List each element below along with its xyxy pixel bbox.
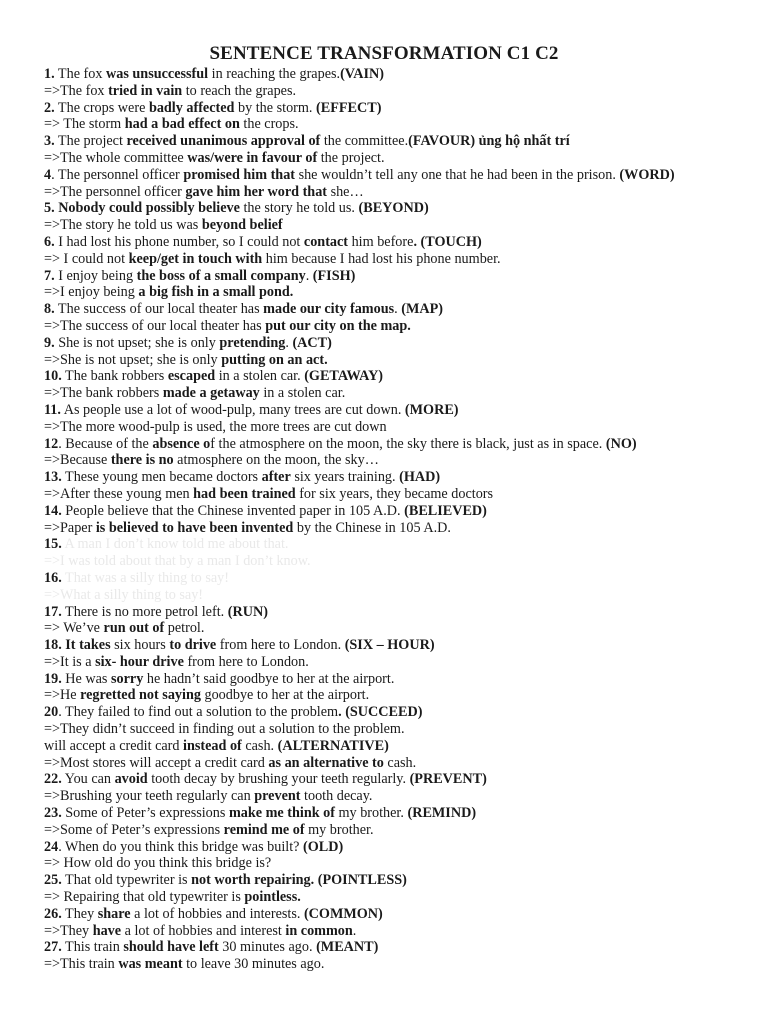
line-text: => We’ve xyxy=(44,620,104,637)
line-text: . When do you think this bridge was built? xyxy=(58,838,304,855)
line-text: my brother. xyxy=(334,805,408,822)
bold-text: instead of xyxy=(183,737,242,754)
line-text: =>He xyxy=(44,687,81,704)
exercise-line xyxy=(44,335,748,352)
answer-line xyxy=(44,116,748,133)
answer-line xyxy=(44,755,748,772)
line-text: =>Paper xyxy=(44,519,96,536)
line-text: The success of our local theater has xyxy=(54,301,264,318)
item-number: 27. xyxy=(44,939,62,956)
line-text: petrol. xyxy=(164,620,205,637)
line-text: to leave 30 minutes ago. xyxy=(182,956,325,973)
exercise-line xyxy=(44,100,748,117)
line-text: he hadn’t said goodbye to her at the airport. xyxy=(143,670,395,687)
line-text: She is not upset; she is only xyxy=(54,334,220,351)
bold-text: not worth repairing. (POINTLESS) xyxy=(191,872,407,889)
line-text: my brother. xyxy=(304,821,374,838)
bold-text: in common xyxy=(285,922,353,939)
line-text: That old typewriter is xyxy=(61,872,192,889)
exercise-line xyxy=(44,839,748,856)
bold-text: have xyxy=(92,922,122,939)
exercise-line xyxy=(44,704,748,721)
bold-text: was/were in favour of xyxy=(187,149,318,166)
bold-text: (MEANT) xyxy=(316,939,379,956)
exercise-line xyxy=(44,234,748,251)
bold-text: (BEYOND) xyxy=(358,200,429,217)
line-text: =>I enjoy being xyxy=(44,284,139,301)
answer-line xyxy=(44,721,748,738)
line-text: . They failed to find out a solution to the problem xyxy=(58,704,339,721)
item-number: 5. xyxy=(44,200,55,217)
line-text: tooth decay. xyxy=(300,788,373,805)
answer-line xyxy=(44,385,748,402)
exercise-line xyxy=(44,637,748,654)
bold-text: as an alternative to xyxy=(268,754,384,771)
exercise-line xyxy=(44,671,748,688)
bold-text: beyond belief xyxy=(201,217,283,234)
line-text: =>Most stores will accept a credit card xyxy=(44,754,269,771)
line-text: =>The fox xyxy=(44,82,109,99)
exercise-list xyxy=(0,66,768,973)
exercise-line xyxy=(44,436,748,453)
bold-text: (NO) xyxy=(605,435,637,452)
bold-text: run out of xyxy=(103,620,165,637)
answer-line xyxy=(44,687,748,704)
item-number: 12 xyxy=(44,435,59,452)
line-text: by the storm. xyxy=(234,99,317,116)
line-text: a lot of hobbies and interests. xyxy=(130,905,304,922)
line-text: These young men became doctors xyxy=(61,469,262,486)
item-number: 6. xyxy=(44,233,55,250)
bold-text: sorry xyxy=(110,670,144,687)
line-text: The crops were xyxy=(54,99,149,116)
bold-text: It takes xyxy=(65,637,111,654)
exercise-line xyxy=(44,301,748,318)
line-text: =>The story he told us was xyxy=(44,217,202,234)
answer-line xyxy=(44,217,748,234)
bold-text: . (TOUCH) xyxy=(413,233,482,250)
line-text: =>This train xyxy=(44,956,119,973)
line-text: =>The more wood-pulp is used, the more trees are cut down xyxy=(44,418,387,435)
item-number: 20 xyxy=(44,704,59,721)
line-text: the crops. xyxy=(239,116,299,133)
faded-text: That was a silly thing to say! xyxy=(65,569,229,586)
bold-text: is believed to have been invented xyxy=(95,519,294,536)
item-number: 13. xyxy=(44,469,62,486)
answer-line xyxy=(44,251,748,268)
answer-line xyxy=(44,553,748,570)
line-text: Some of Peter’s expressions xyxy=(61,805,229,822)
line-text: People believe that the Chinese invented paper in 105 A.D. xyxy=(61,502,405,519)
bold-text: promised him that xyxy=(183,166,296,183)
line-text: cash. xyxy=(383,754,417,771)
bold-text: tried in vain xyxy=(108,82,183,99)
item-number: 15. xyxy=(44,536,62,553)
bold-text: the boss of a small company xyxy=(136,267,306,284)
bold-text: there is no xyxy=(110,452,174,469)
line-text: . The personnel officer xyxy=(51,166,184,183)
line-text: . xyxy=(305,267,313,284)
line-text: =>The whole committee xyxy=(44,149,188,166)
bold-text: putting on an act. xyxy=(221,351,328,368)
bold-text: (COMMON) xyxy=(303,905,383,922)
exercise-line xyxy=(44,536,748,553)
line-text: to reach the grapes. xyxy=(182,82,297,99)
item-number: 22. xyxy=(44,771,62,788)
answer-line xyxy=(44,150,748,167)
exercise-line xyxy=(44,939,748,956)
line-text: There is no more petrol left. xyxy=(61,603,228,620)
line-text: . xyxy=(352,922,357,939)
bold-text: (BELIEVED) xyxy=(404,502,487,519)
answer-line xyxy=(44,587,748,604)
line-text: =>The success of our local theater has xyxy=(44,317,266,334)
line-text: will accept a credit card xyxy=(44,737,184,754)
line-text: =>The bank robbers xyxy=(44,385,163,402)
bold-text: escaped xyxy=(167,368,216,385)
line-text: she wouldn’t tell any one that he had been in the prison. xyxy=(295,166,620,183)
answer-line xyxy=(44,738,748,755)
line-text: atmosphere on the moon, the sky… xyxy=(173,452,379,469)
bold-text: had a bad effect on xyxy=(124,116,240,133)
answer-line xyxy=(44,184,748,201)
line-text: a lot of hobbies and interest xyxy=(121,922,286,939)
item-number: 23. xyxy=(44,805,62,822)
item-number: 14. xyxy=(44,502,62,519)
bold-text: made a getaway xyxy=(162,385,260,402)
line-text: I had lost his phone number, so I could not xyxy=(54,233,304,250)
exercise-line xyxy=(44,469,748,486)
item-number: 9. xyxy=(44,334,55,351)
line-text: They xyxy=(61,905,98,922)
line-text: =>Because xyxy=(44,452,111,469)
line-text: =>Some of Peter’s expressions xyxy=(44,821,224,838)
line-text: . xyxy=(394,301,402,318)
line-text: in reaching the grapes. xyxy=(208,66,341,82)
bold-text: made our city famous xyxy=(263,301,395,318)
bold-text: put our city on the map. xyxy=(265,317,411,334)
answer-line xyxy=(44,620,748,637)
item-number: 16. xyxy=(44,569,62,586)
bold-text: (ALTERNATIVE) xyxy=(277,737,389,754)
answer-line xyxy=(44,654,748,671)
line-text: in a stolen car. xyxy=(215,368,305,385)
line-text: As people use a lot of wood-pulp, many trees are cut down. xyxy=(60,401,405,418)
bold-text: (HAD) xyxy=(399,469,441,486)
page-title: SENTENCE TRANSFORMATION C1 C2 xyxy=(209,43,559,64)
bold-text: badly affected xyxy=(148,99,235,116)
line-text: him before xyxy=(348,233,414,250)
item-number: 19. xyxy=(44,670,62,687)
exercise-line xyxy=(44,604,748,621)
line-text: The fox xyxy=(54,66,106,82)
bold-text: (REMIND) xyxy=(407,805,477,822)
bold-text: was unsuccessful xyxy=(106,66,209,82)
line-text: =>She is not upset; she is only xyxy=(44,351,222,368)
line-text: goodbye to her at the airport. xyxy=(200,687,370,704)
answer-line xyxy=(44,318,748,335)
bold-text: should have left xyxy=(123,939,219,956)
exercise-line xyxy=(44,906,748,923)
bold-text: after xyxy=(261,469,291,486)
item-number: 3. xyxy=(44,133,55,150)
answer-line xyxy=(44,284,748,301)
item-number: 18. xyxy=(44,637,62,654)
exercise-line xyxy=(44,368,748,385)
line-text: He was xyxy=(61,670,111,687)
item-number: 4 xyxy=(44,166,52,183)
exercise-line xyxy=(44,872,748,889)
exercise-line xyxy=(44,200,748,217)
answer-line xyxy=(44,419,748,436)
bold-text: was meant xyxy=(118,956,183,973)
answer-line xyxy=(44,352,748,369)
item-number: 1. xyxy=(44,66,55,82)
exercise-line xyxy=(44,570,748,587)
item-number: 2. xyxy=(44,99,55,116)
bold-text: absence o xyxy=(152,435,211,452)
exercise-line xyxy=(44,771,748,788)
line-text: The project xyxy=(54,133,127,150)
line-text: => How old do you think this bridge is? xyxy=(44,855,272,872)
bold-text: (ACT) xyxy=(292,334,332,351)
bold-text: pretending xyxy=(219,334,286,351)
line-text: by the Chinese in 105 A.D. xyxy=(293,519,451,536)
faded-text: =>I was told about that by a man I don’t know. xyxy=(44,553,311,570)
line-text: => Repairing that old typewriter is xyxy=(44,889,245,906)
bold-text: six- hour drive xyxy=(95,653,184,670)
answer-line xyxy=(44,855,748,872)
answer-line xyxy=(44,822,748,839)
bold-text: to drive xyxy=(169,637,217,654)
bold-text: keep/get in touch with xyxy=(128,250,263,267)
answer-line xyxy=(44,452,748,469)
line-text: =>They xyxy=(44,922,93,939)
line-text: I enjoy being xyxy=(54,267,137,284)
bold-text: (FAVOUR) ủng hộ nhất trí xyxy=(408,133,570,150)
exercise-line xyxy=(44,66,748,83)
line-text: =>Brushing your teeth regularly can xyxy=(44,788,255,805)
bold-text: regretted not saying xyxy=(80,687,201,704)
line-text: tooth decay by brushing your teeth regularly. xyxy=(147,771,410,788)
bold-text: . (SUCCEED) xyxy=(338,704,423,721)
line-text: . xyxy=(285,334,293,351)
item-number: 25. xyxy=(44,872,62,889)
faded-text: =>What a silly thing to say! xyxy=(44,586,204,603)
bold-text: remind me of xyxy=(223,821,305,838)
bold-text: had been trained xyxy=(193,485,296,502)
bold-text: pointless. xyxy=(244,889,301,906)
bold-text: contact xyxy=(303,233,349,250)
line-text: This train xyxy=(61,939,124,956)
bold-text: avoid xyxy=(114,771,148,788)
bold-text: (PREVENT) xyxy=(409,771,487,788)
bold-text: (MAP) xyxy=(401,301,443,318)
line-text: six hours xyxy=(110,637,170,654)
bold-text: (VAIN) xyxy=(340,66,384,82)
line-text: cash. xyxy=(241,737,278,754)
line-text: You can xyxy=(61,771,115,788)
bold-text: make me think of xyxy=(228,805,335,822)
line-text: => The storm xyxy=(44,116,125,133)
line-text: =>They didn’t succeed in finding out a solution to the problem. xyxy=(44,721,405,738)
item-number: 10. xyxy=(44,368,62,385)
answer-line xyxy=(44,956,748,973)
line-text: the project. xyxy=(317,149,385,166)
answer-line xyxy=(44,520,748,537)
answer-line xyxy=(44,923,748,940)
exercise-line xyxy=(44,133,748,150)
faded-text: A man I don’t know told me about that. xyxy=(64,536,289,553)
bold-text: (MORE) xyxy=(404,401,459,418)
exercise-line xyxy=(44,805,748,822)
line-text: => I could not xyxy=(44,250,129,267)
bold-text: received unanimous approval of xyxy=(126,133,321,150)
line-text: from here to London. xyxy=(216,637,345,654)
bold-text: share xyxy=(97,905,131,922)
answer-line xyxy=(44,788,748,805)
answer-line xyxy=(44,889,748,906)
item-number: 17. xyxy=(44,603,62,620)
item-number: 8. xyxy=(44,301,55,318)
line-text: from here to London. xyxy=(183,653,309,670)
item-number: 24 xyxy=(44,838,59,855)
exercise-line xyxy=(44,268,748,285)
line-text: =>It is a xyxy=(44,653,96,670)
line-text: 30 minutes ago. xyxy=(218,939,317,956)
line-text: the committee. xyxy=(320,133,409,150)
line-text: for six years, they became doctors xyxy=(295,485,494,502)
bold-text: a big fish in a small pond. xyxy=(138,284,294,301)
bold-text: (GETAWAY) xyxy=(304,368,384,385)
line-text: in a stolen car. xyxy=(259,385,346,402)
item-number: 26. xyxy=(44,905,62,922)
bold-text: (FISH) xyxy=(312,267,356,284)
line-text: him because I had lost his phone number. xyxy=(262,250,501,267)
line-text: . Because of the xyxy=(58,435,153,452)
bold-text: (WORD) xyxy=(619,166,675,183)
bold-text: (EFFECT) xyxy=(316,99,382,116)
bold-text: (SIX – HOUR) xyxy=(344,637,435,654)
bold-text: (OLD) xyxy=(303,838,344,855)
line-text: f the atmosphere on the moon, the sky there is black, just as in space. xyxy=(210,435,606,452)
item-number: 7. xyxy=(44,267,55,284)
bold-text: gave him her word that xyxy=(185,183,328,200)
bold-text: (RUN) xyxy=(227,603,268,620)
line-text: six years training. xyxy=(290,469,400,486)
line-text: =>After these young men xyxy=(44,485,194,502)
answer-line xyxy=(44,486,748,503)
exercise-line xyxy=(44,402,748,419)
bold-text: Nobody could possibly believe xyxy=(58,200,240,217)
line-text: the story he told us. xyxy=(239,200,359,217)
exercise-line xyxy=(44,503,748,520)
line-text: =>The personnel officer xyxy=(44,183,186,200)
line-text: The bank robbers xyxy=(61,368,168,385)
exercise-line xyxy=(44,167,748,184)
line-text: she… xyxy=(327,183,364,200)
answer-line xyxy=(44,83,748,100)
bold-text: prevent xyxy=(254,788,301,805)
item-number: 11. xyxy=(44,401,61,418)
